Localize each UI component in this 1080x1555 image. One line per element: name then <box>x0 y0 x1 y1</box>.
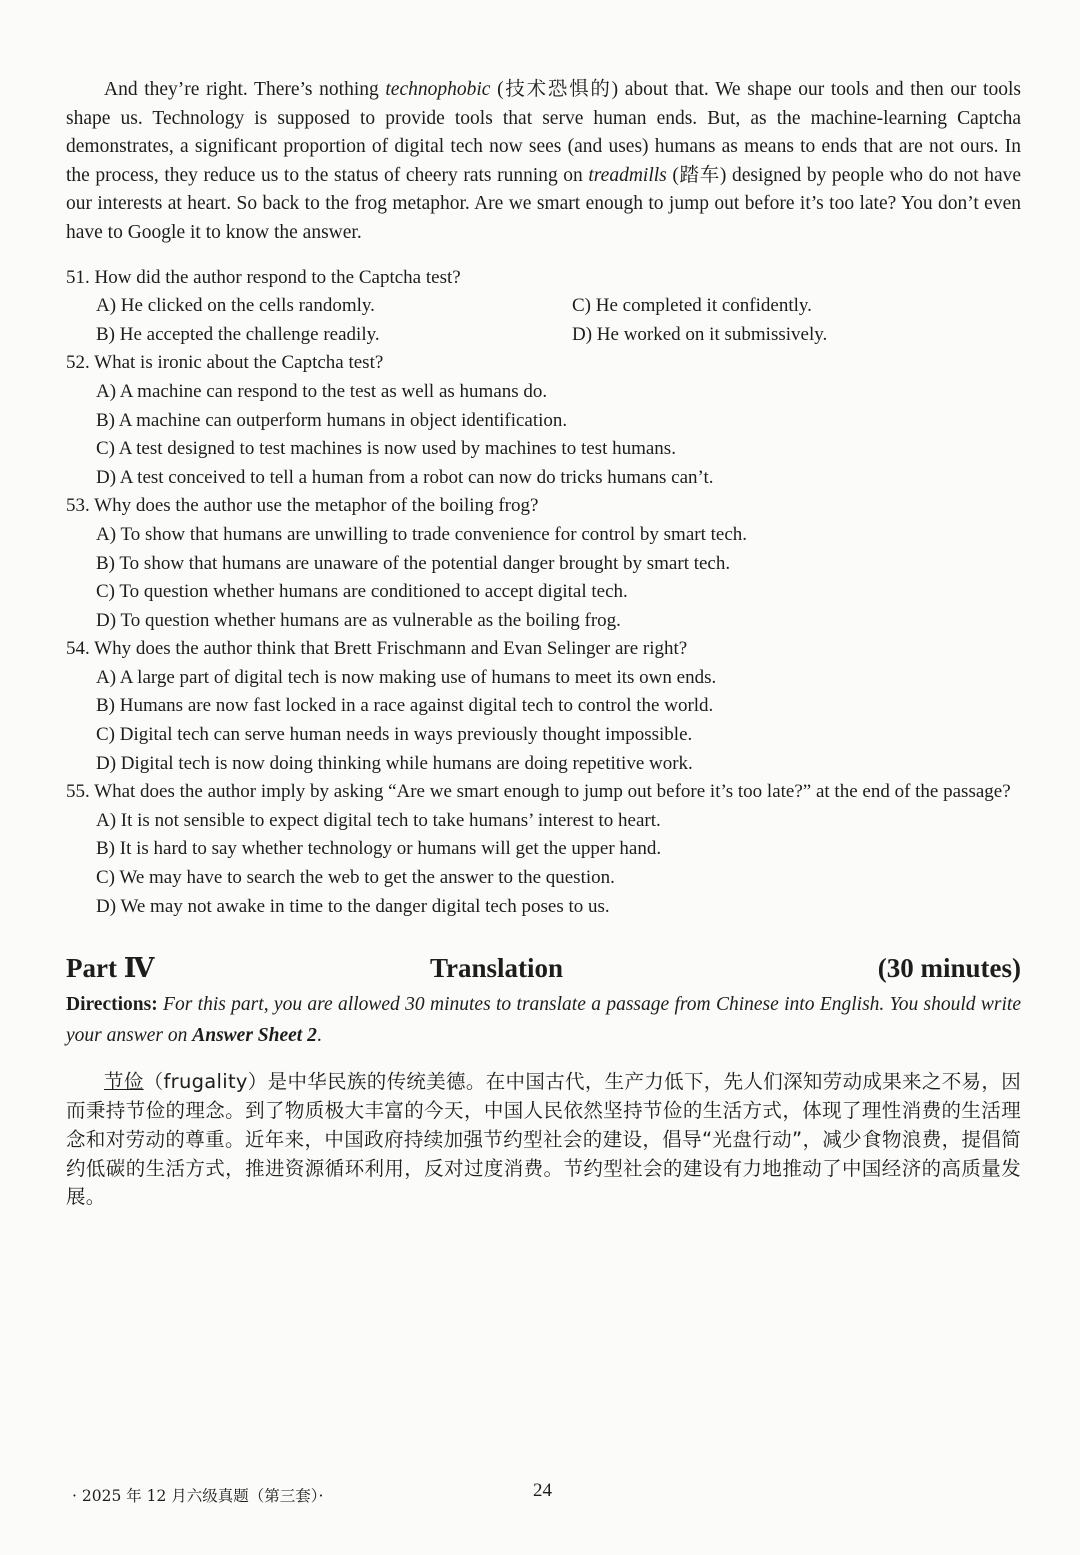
question-52 <box>66 349 1021 492</box>
part-label: Part Ⅳ <box>66 953 155 984</box>
option-a: A) To show that humans are unwilling to trade convenience for control by smart tech. <box>96 523 748 545</box>
directions-text: For this part, you are allowed 30 minutes to translate a passage from Chinese into English. You should write your answer on <box>66 994 1021 1047</box>
directions-end: . <box>316 1025 322 1047</box>
option-d: D) Digital tech is now doing thinking while humans are doing repetitive work. <box>96 752 693 774</box>
option-b: B) It is hard to say whether technology or humans will get the upper hand. <box>96 838 662 860</box>
footer-exam-label: · 2025 年 12 月六级真题（第三套）· <box>72 1487 324 1505</box>
option-c: C) He completed it confidently. <box>572 295 812 317</box>
part-time: (30 minutes) <box>877 953 1021 984</box>
option-d: D) We may not awake in time to the danger digital tech poses to us. <box>96 895 610 917</box>
question-53 <box>66 492 1021 635</box>
question-55 <box>66 778 1021 921</box>
option-d: D) To question whether humans are as vulnerable as the boiling frog. <box>96 609 621 631</box>
term-treadmills: treadmills <box>588 164 667 186</box>
option-c: C) A test designed to test machines is now used by machines to test humans. <box>96 438 676 460</box>
question-stem: 51. How did the author respond to the Captcha test? <box>66 266 461 288</box>
translation-text: （frugality）是中华民族的传统美德。在中国古代，生产力低下，先人们深知劳动成果来之不易，因而秉持节俭的理念。到了物质极大丰富的今天，中国人民依然坚持节俭的生活方式，体现了理性消费的生活理念和对劳动的尊重。近年来，中国政府持续加强节约型社会的建设，倡导“光盘行动”，减少食物浪费，提倡简约低碳的生活方式，推进资源循环利用，反对过度消费。节约型社会的建设有力地推动了中国经济的高质量发展。 <box>66 1070 1021 1209</box>
option-a: A) It is not sensible to expect digital tech to take humans’ interest to heart. <box>96 809 661 831</box>
page-number: 24 <box>533 1480 552 1501</box>
part-header <box>66 951 1021 985</box>
question-stem: 54. Why does the author think that Brett Frischmann and Evan Selinger are right? <box>66 638 688 660</box>
question-stem: 53. Why does the author use the metaphor of the boiling frog? <box>66 495 539 517</box>
passage-text-a: And they’re right. There’s nothing <box>104 79 386 100</box>
term-technophobic: technophobic <box>385 79 491 100</box>
answer-sheet-ref: Answer Sheet 2 <box>192 1025 317 1047</box>
passage-final-paragraph <box>66 76 1021 248</box>
option-b: B) He accepted the challenge readily. <box>96 323 380 345</box>
directions-label: Directions: <box>66 994 158 1016</box>
question-stem: 52. What is ironic about the Captcha test? <box>66 352 384 374</box>
passage-text-c: (踏车) designed by people who do not have our interests at heart. So back to the frog metaphor. Are we smart enough to jump out before it’s too late? You don’t even have to Google it to know the answer. <box>66 164 1021 243</box>
option-grid <box>66 292 1021 349</box>
question-stem: 55. What does the author imply by asking “Are we smart enough to jump out before it’s too late?” at the end of the passage? <box>66 781 1011 803</box>
option-b: B) Humans are now fast locked in a race against digital tech to control the world. <box>96 695 714 717</box>
question-list <box>66 264 1021 922</box>
passage-text-b: (技术恐惧的) about that. We shape our tools and then our tools shape us. Technology is supposed to provide tools that serve human ends. But, as the machine-learning Captcha demonstrates, a significant proportion of digital tech now sees (and uses) humans as means to ends that are not ours. In the process, they reduce us to the status of cheery rats running on <box>66 79 1021 186</box>
option-a: A) He clicked on the cells randomly. <box>96 295 375 317</box>
option-c: C) We may have to search the web to get the answer to the question. <box>96 867 615 889</box>
translation-passage <box>66 1068 1021 1212</box>
question-51 <box>66 264 1021 350</box>
option-b: B) To show that humans are unaware of the potential danger brought by smart tech. <box>96 552 731 574</box>
option-d: D) He worked on it submissively. <box>572 323 828 345</box>
directions <box>66 989 1021 1051</box>
option-a: A) A machine can respond to the test as well as humans do. <box>96 380 548 402</box>
option-c: C) To question whether humans are conditioned to accept digital tech. <box>96 581 628 603</box>
option-a: A) A large part of digital tech is now making use of humans to meet its own ends. <box>96 666 717 688</box>
option-b: B) A machine can outperform humans in object identification. <box>96 409 568 431</box>
part-title: Translation <box>430 953 564 984</box>
question-54 <box>66 635 1021 778</box>
exam-page <box>66 76 1021 1212</box>
option-d: D) A test conceived to tell a human from a robot can now do tricks humans can’t. <box>96 466 714 488</box>
translation-term: 节俭 <box>104 1070 144 1094</box>
option-c: C) Digital tech can serve human needs in ways previously thought impossible. <box>96 724 693 746</box>
